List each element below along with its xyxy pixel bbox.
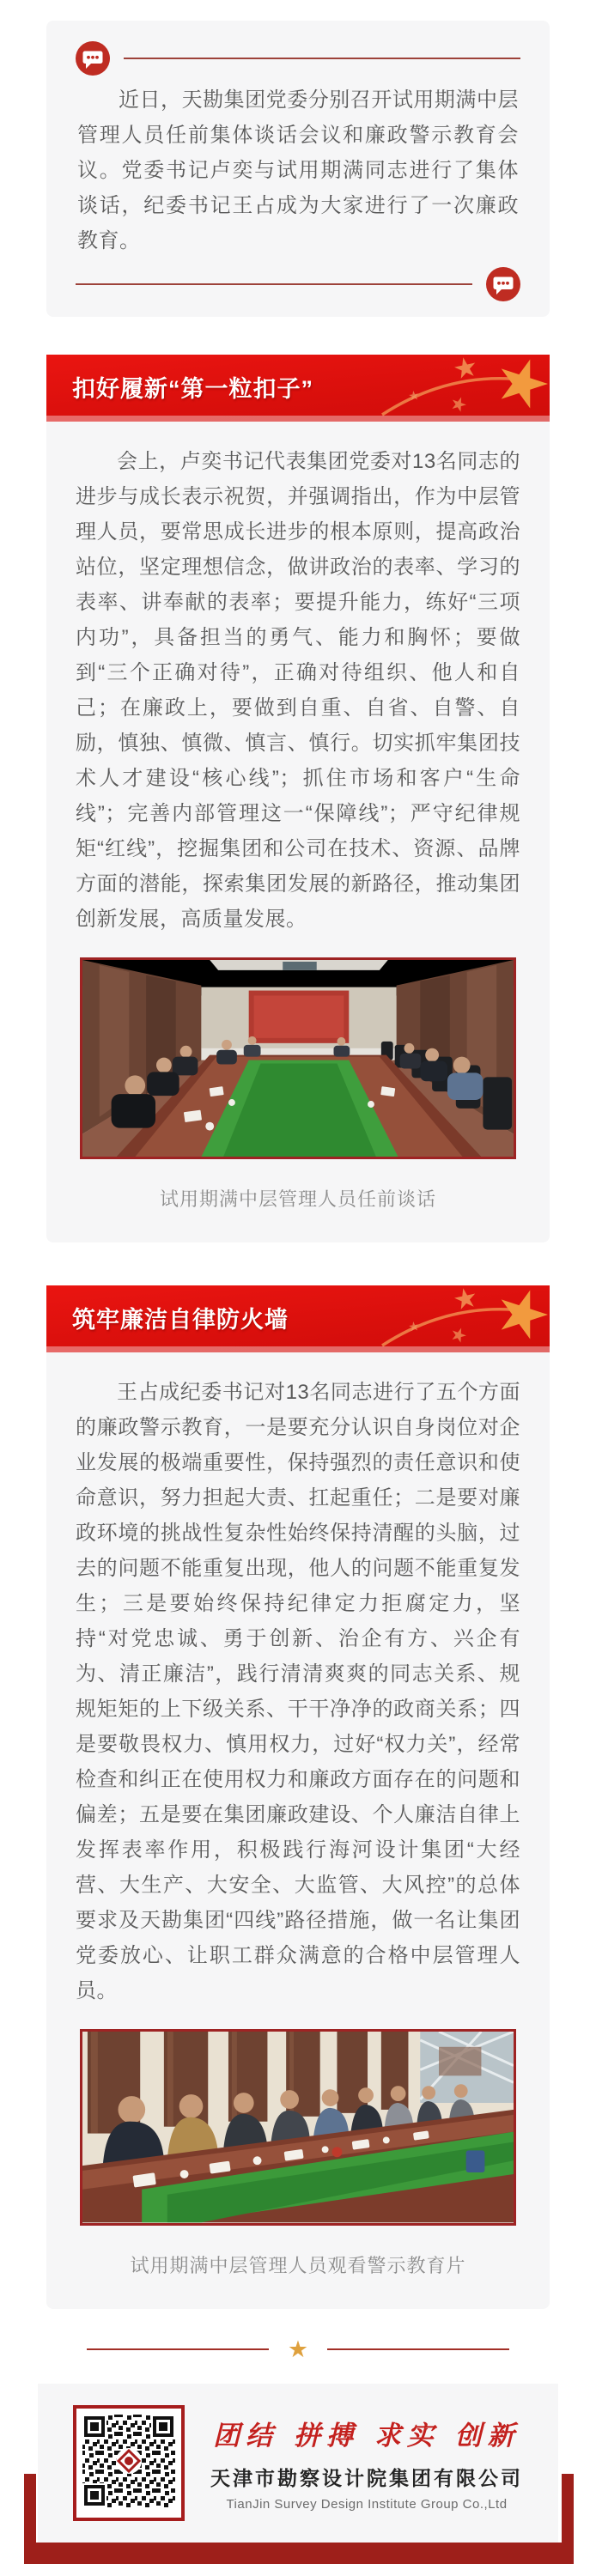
stars-decoration-icon <box>369 1285 550 1352</box>
banner-bottom-strip <box>46 1346 550 1352</box>
meeting-room-photo-illustration <box>82 960 514 1157</box>
intro-card <box>46 21 550 317</box>
warning-education-photo-illustration <box>82 2032 514 2222</box>
company-name-cn: 天津市勘察设计院集团有限公司 <box>210 2467 523 2491</box>
footer-slogan: 团结 拼搏 求实 创新 <box>213 2421 520 2452</box>
star-divider <box>0 2338 596 2361</box>
divider-line <box>76 283 472 285</box>
qr-code <box>73 2405 185 2521</box>
intro-paragraph: 近日，天勘集团党委分别召开试用期满中层管理人员任前集体谈话会议和廉政警示教育会议。党委书记卢奕与试用期满同志进行了集体谈话，纪委书记王占成为大家进行了一次廉政教育。 <box>77 88 519 252</box>
section2-paragraph: 王占成纪委书记对13名同志进行了五个方面的廉政警示教育，一是要充分认识自身岗位对企业发展的极端重要性，保持强烈的责任意识和使命意识，努力担起大责、扛起重任；二是要对廉政环境的挑战性复杂性始终保持清醒的头脑，过去的问题不能重复出现，他人的问题不能重复发生；三是要始终保持纪律定力拒腐定力，坚持“对党忠诚、勇于创新、治企有方、兴企有为、清正廉洁”，践行清清爽爽的同志关系、规规矩矩的上下级关系、干干净净的政商关系；四是要敬畏权力、慎用权力，过好“权力关”，经常检查和纠正在使用权力和廉政方面存在的问题和偏差；五是要在集团廉政建设、个人廉洁自律上发挥表率作用，积极践行海河设计集团“大经营、大生产、大安全、大监管、大风控”的总体要求及天勘集团“四线”路径措施，做一名让集团党委放心、让职工群众满意的合格中层管理人员。 <box>76 1381 520 2003</box>
section2-banner <box>46 1285 550 1352</box>
company-name-en: TianJin Survey Design Institute Group Co.,Ltd <box>226 2497 508 2512</box>
star-icon: ★ <box>287 2336 309 2362</box>
stars-decoration-icon <box>369 355 550 422</box>
section1-paragraph: 会上，卢奕书记代表集团党委对13名同志的进步与成长表示祝贺，并强调指出，作为中层管理人员，要常思成长进步的根本原则，提高政治站位，坚定理想信念，做讲政治的表率、学习的表率、讲奉献的表率；要提升能力，练好“三项内功”，具备担当的勇气、能力和胸怀；要做到“三个正确对待”，正确对待组织、他人和自己；在廉政上，要做到自重、自省、自警、自励，慎独、慎微、慎言、慎行。切实抓牢集团技术人才建设“核心线”；抓住市场和客户“生命线”；完善内部管理这一“保障线”；严守纪律规矩“红线”，挖掘集团和公司在技术、资源、品牌方面的潜能，探索集团发展的新路径，推动集团创新发展，高质量发展。 <box>76 450 520 931</box>
intro-footer-decoration <box>76 267 520 301</box>
meeting-photo-education[interactable] <box>80 2029 516 2225</box>
section1-photo-caption: 试用期满中层管理人员任前谈话 <box>159 1188 436 1211</box>
chat-bubble-icon <box>486 267 520 301</box>
intro-header-decoration <box>76 41 520 76</box>
chat-bubble-icon <box>76 41 110 76</box>
divider-line <box>327 2348 509 2350</box>
section2-title: 筑牢廉洁自律防火墙 <box>72 1307 289 1334</box>
qr-code-icon <box>81 2413 177 2509</box>
meeting-photo-talk[interactable] <box>80 957 516 1159</box>
section1-title: 扣好履新“第一粒扣子” <box>72 375 313 402</box>
footer <box>0 2384 596 2576</box>
footer-text-block <box>210 2414 523 2512</box>
section1-banner <box>46 355 550 422</box>
divider-line <box>87 2348 269 2350</box>
section2-card <box>46 1352 550 2308</box>
section1-card <box>46 422 550 1242</box>
footer-card <box>38 2384 558 2543</box>
divider-line <box>124 58 520 59</box>
banner-bottom-strip <box>46 416 550 422</box>
footer-bracket-bottom <box>24 2543 574 2564</box>
section2-photo-caption: 试用期满中层管理人员观看警示教育片 <box>130 2254 466 2276</box>
